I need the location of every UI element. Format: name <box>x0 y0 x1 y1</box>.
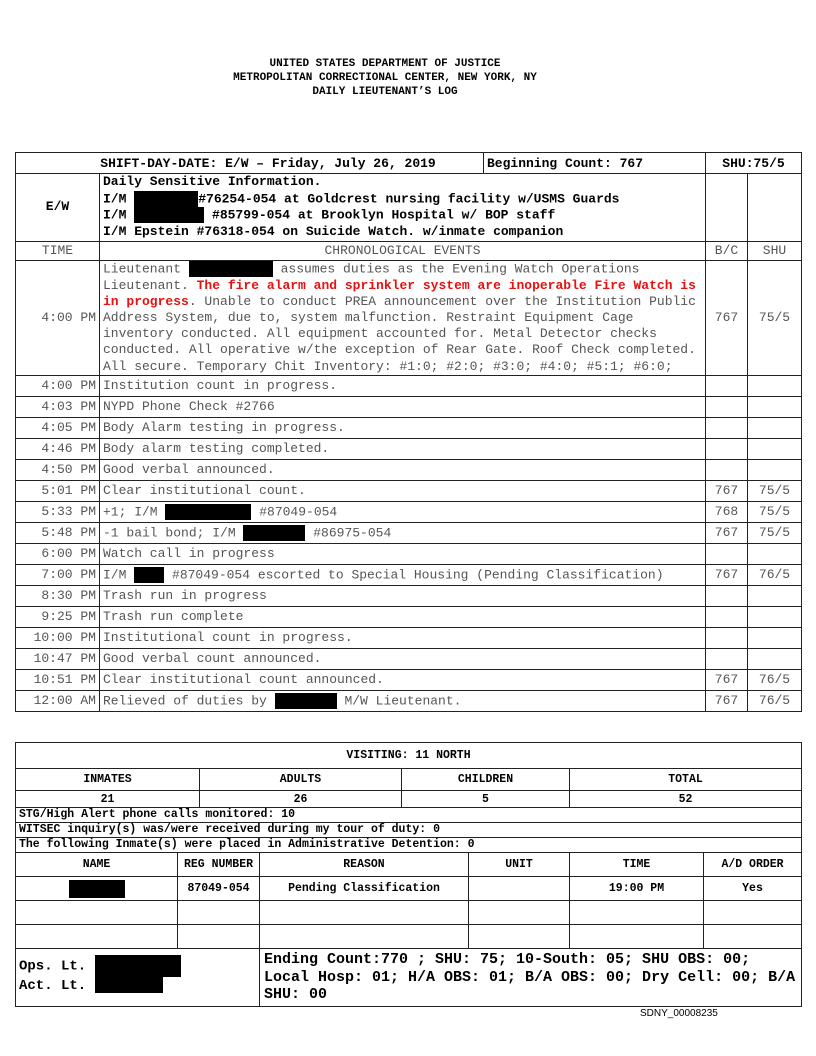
event-time: 5:48 PM <box>16 522 100 543</box>
event-text <box>100 438 706 459</box>
ending-summary: Ending Count:770 ; SHU: 75; 10-South: 05; SHU OBS: 00; Local Hosp: 01; H/A OBS: 01; B/A OBS: 00; Dry Cell: 00; B/A SHU: 00 <box>260 949 802 1007</box>
event-shu <box>748 627 802 648</box>
ad-header-reg: REG NUMBER <box>178 853 260 877</box>
redaction <box>95 955 181 977</box>
event-row <box>16 480 802 501</box>
empty-cell <box>469 901 570 925</box>
text-part: #87049-054 <box>251 504 338 520</box>
event-bc <box>706 627 748 648</box>
event-row <box>16 585 802 606</box>
event-text <box>100 501 706 522</box>
event-row <box>16 396 802 417</box>
event-time: 5:01 PM <box>16 480 100 501</box>
text-part: Body alarm testing completed. <box>103 441 330 457</box>
bates-stamp: SDNY_00008235 <box>640 1008 718 1019</box>
event-text <box>100 648 706 669</box>
act-lt-label: Act. Lt. <box>19 978 87 994</box>
redaction <box>95 977 163 993</box>
sensitive-line <box>103 224 702 241</box>
event-row <box>16 606 802 627</box>
event-text <box>100 627 706 648</box>
sensitive-info <box>100 174 706 242</box>
event-text <box>100 417 706 438</box>
event-text <box>100 543 706 564</box>
text-part: I/M <box>103 567 135 583</box>
event-shu <box>748 375 802 396</box>
document-header <box>0 57 770 99</box>
event-text <box>100 260 706 375</box>
event-time: 12:00 AM <box>16 690 100 711</box>
header-department: UNITED STATES DEPARTMENT OF JUSTICE <box>269 58 501 70</box>
text-part: Trash run in progress <box>103 588 267 604</box>
empty-cell <box>178 925 260 949</box>
event-shu <box>748 438 802 459</box>
empty-cell <box>570 925 704 949</box>
text-part: I/M Epstein #76318-054 on Suicide Watch. w/inmate companion <box>103 224 564 240</box>
event-shu: 76/5 <box>748 690 802 711</box>
event-text <box>100 669 706 690</box>
event-time: 10:51 PM <box>16 669 100 690</box>
ad-order: Yes <box>704 877 802 901</box>
event-row <box>16 459 802 480</box>
event-bc <box>706 375 748 396</box>
event-row <box>16 417 802 438</box>
col-events: CHRONOLOGICAL EVENTS <box>100 241 706 260</box>
event-time: 4:00 PM <box>16 260 100 375</box>
text-part: Clear institutional count. <box>103 483 306 499</box>
visiting-header: INMATES <box>16 769 200 791</box>
empty-cell <box>178 901 260 925</box>
empty-cell <box>706 174 748 242</box>
event-text <box>100 459 706 480</box>
event-bc: 767 <box>706 522 748 543</box>
event-bc: 767 <box>706 669 748 690</box>
visiting-children: 5 <box>402 791 570 808</box>
col-bc: B/C <box>706 241 748 260</box>
text-part: -1 bail bond; I/M <box>103 525 244 541</box>
event-row <box>16 564 802 585</box>
redaction <box>243 525 305 541</box>
event-shu: 75/5 <box>748 522 802 543</box>
event-time: 8:30 PM <box>16 585 100 606</box>
event-bc <box>706 396 748 417</box>
event-bc <box>706 438 748 459</box>
event-shu: 75/5 <box>748 480 802 501</box>
visiting-title: VISITING: 11 NORTH <box>16 743 802 769</box>
ad-header-name: NAME <box>16 853 178 877</box>
ops-lt-label: Ops. Lt. <box>19 958 87 975</box>
header-facility: METROPOLITAN CORRECTIONAL CENTER, NEW YORK, NY <box>233 72 537 84</box>
empty-cell <box>260 901 469 925</box>
ad-header-reason: REASON <box>260 853 469 877</box>
empty-cell <box>16 925 178 949</box>
event-text <box>100 564 706 585</box>
event-time: 5:33 PM <box>16 501 100 522</box>
empty-cell <box>704 901 802 925</box>
event-row <box>16 522 802 543</box>
event-time: 4:00 PM <box>16 375 100 396</box>
event-time: 6:00 PM <box>16 543 100 564</box>
text-part: Good verbal count announced. <box>103 651 322 667</box>
event-text <box>100 375 706 396</box>
event-text <box>100 480 706 501</box>
shift-day-date: SHIFT-DAY-DATE: E/W – Friday, July 26, 2019 <box>16 153 484 174</box>
event-text <box>100 606 706 627</box>
header-title: DAILY LIEUTENANT’S LOG <box>312 86 458 98</box>
redaction <box>165 504 251 520</box>
event-bc <box>706 585 748 606</box>
event-shu <box>748 606 802 627</box>
text-part: Institutional count in progress. <box>103 630 353 646</box>
event-bc <box>706 459 748 480</box>
summary-table <box>15 742 802 1007</box>
ad-reason: Pending Classification <box>260 877 469 901</box>
visiting-header: ADULTS <box>200 769 402 791</box>
text-part: I/M <box>103 207 135 223</box>
visiting-inmates: 21 <box>16 791 200 808</box>
note-stg: STG/High Alert phone calls monitored: 10 <box>16 808 802 823</box>
sensitive-line <box>103 191 702 208</box>
event-time: 7:00 PM <box>16 564 100 585</box>
note-witsec: WITSEC inquiry(s) was/were received during my tour of duty: 0 <box>16 823 802 838</box>
event-row <box>16 648 802 669</box>
note-ad: The following Inmate(s) were placed in Administrative Detention: 0 <box>16 838 802 853</box>
redaction <box>134 191 198 207</box>
ad-name <box>16 877 178 901</box>
empty-cell <box>704 925 802 949</box>
text-part: #85799-054 at Brooklyn Hospital w/ BOP staff <box>204 207 556 223</box>
event-shu: 75/5 <box>748 501 802 522</box>
event-shu <box>748 396 802 417</box>
event-row <box>16 438 802 459</box>
shift-label: E/W <box>16 174 100 242</box>
event-bc: 767 <box>706 480 748 501</box>
empty-cell <box>260 925 469 949</box>
fire-alarm-alert: The fire alarm and sprinkler system are inoperable Fire Watch is in progress <box>103 277 696 309</box>
event-row <box>16 543 802 564</box>
redaction <box>134 207 204 223</box>
event-time: 9:25 PM <box>16 606 100 627</box>
ad-header-order: A/D ORDER <box>704 853 802 877</box>
visiting-header: TOTAL <box>570 769 802 791</box>
event-time: 4:05 PM <box>16 417 100 438</box>
event-row <box>16 375 802 396</box>
event-shu: 75/5 <box>748 260 802 375</box>
text-part: Trash run complete <box>103 609 244 625</box>
text-part: +1; I/M <box>103 504 166 520</box>
event-time: 10:00 PM <box>16 627 100 648</box>
event-bc <box>706 648 748 669</box>
ad-time: 19:00 PM <box>570 877 704 901</box>
empty-cell <box>16 901 178 925</box>
beginning-count: Beginning Count: 767 <box>484 153 706 174</box>
empty-cell <box>570 901 704 925</box>
text-part: Clear institutional count announced. <box>103 672 384 688</box>
event-text-part: . Unable to conduct PREA announcement over the Institution Public Address System, due to, system malfunction. Restraint Equipment Cage inventory conducted. All equipment accounted for. Metal Detector checks conducted. All operative w/the exception of Rear Gate. Roof Check completed. All secure. Temporary Chit Inventory: #1:0; #2:0; #3:0; #4:0; #5:1; #6:0; <box>103 293 696 374</box>
event-bc: 767 <box>706 260 748 375</box>
event-text-part: assumes duties as the Evening Watch Operations Lieutenant. <box>103 261 640 293</box>
event-row <box>16 690 802 711</box>
event-bc: 768 <box>706 501 748 522</box>
event-text-part: Lieutenant <box>103 261 189 277</box>
log-table <box>15 152 802 712</box>
text-part: #87049-054 escorted to Special Housing (Pending Classification) <box>164 567 664 583</box>
event-shu <box>748 648 802 669</box>
event-shu: 76/5 <box>748 669 802 690</box>
event-text <box>100 690 706 711</box>
col-time: TIME <box>16 241 100 260</box>
redaction <box>134 567 164 583</box>
event-bc <box>706 543 748 564</box>
visiting-header: CHILDREN <box>402 769 570 791</box>
text-part: M/W Lieutenant. <box>336 693 462 709</box>
ad-header-unit: UNIT <box>469 853 570 877</box>
event-shu <box>748 459 802 480</box>
event-bc <box>706 606 748 627</box>
event-text <box>100 585 706 606</box>
empty-cell <box>748 174 802 242</box>
redaction <box>275 693 337 709</box>
text-part: #76254-054 at Goldcrest nursing facility w/USMS Guards <box>198 190 620 206</box>
empty-cell <box>469 925 570 949</box>
event-shu: 76/5 <box>748 564 802 585</box>
ad-reg: 87049-054 <box>178 877 260 901</box>
event-row <box>16 627 802 648</box>
event-shu <box>748 585 802 606</box>
text-part: #86975-054 <box>305 525 392 541</box>
event-shu <box>748 417 802 438</box>
signatures <box>16 949 260 1007</box>
event-row <box>16 669 802 690</box>
event-text <box>100 396 706 417</box>
ad-unit <box>469 877 570 901</box>
event-shu <box>748 543 802 564</box>
event-row <box>16 501 802 522</box>
text-part: Relieved of duties by <box>103 693 275 709</box>
redaction <box>189 261 273 277</box>
text-part: Institution count in progress. <box>103 378 338 394</box>
ad-header-time: TIME <box>570 853 704 877</box>
event-time: 4:46 PM <box>16 438 100 459</box>
redaction <box>69 880 125 898</box>
sensitive-line <box>103 207 702 224</box>
event-bc: 767 <box>706 690 748 711</box>
visiting-total: 52 <box>570 791 802 808</box>
event-time: 4:50 PM <box>16 459 100 480</box>
event-bc: 767 <box>706 564 748 585</box>
sensitive-title: Daily Sensitive Information. <box>103 174 322 189</box>
event-bc <box>706 417 748 438</box>
text-part: Body Alarm testing in progress. <box>103 420 345 436</box>
event-text <box>100 522 706 543</box>
text-part: I/M <box>103 190 135 206</box>
text-part: NYPD Phone Check #2766 <box>103 399 275 415</box>
event-time: 10:47 PM <box>16 648 100 669</box>
text-part: Good verbal announced. <box>103 462 275 478</box>
visiting-adults: 26 <box>200 791 402 808</box>
event-time: 4:03 PM <box>16 396 100 417</box>
text-part: Watch call in progress <box>103 546 275 562</box>
shu-count: SHU:75/5 <box>706 153 802 174</box>
col-shu: SHU <box>748 241 802 260</box>
